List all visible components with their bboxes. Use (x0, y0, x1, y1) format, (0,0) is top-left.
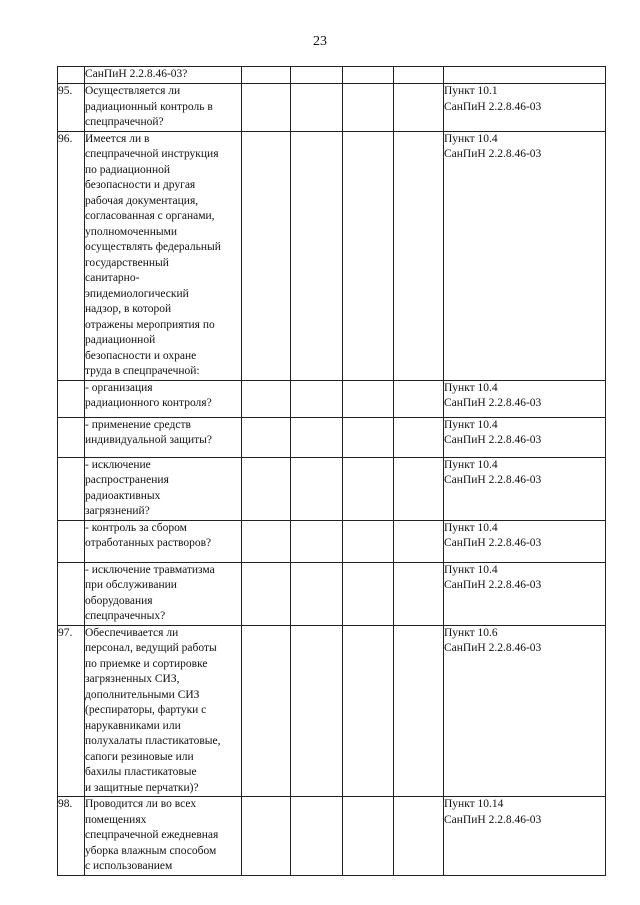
reference-cell (444, 84, 606, 132)
question-text-line: труда в спецпрачечной: (85, 365, 200, 377)
question-text-line: радиационного контроля? (85, 397, 212, 409)
question-text-line: безопасности и другая (85, 179, 196, 191)
question-cell (85, 625, 242, 797)
reference-text-line: Пункт 10.1 (444, 85, 498, 97)
table-row (58, 84, 606, 132)
answer-no-cell (291, 625, 343, 797)
item-number (58, 520, 85, 562)
question-text-line: оборудования (85, 594, 153, 607)
reference-text-line: Пункт 10.4 (444, 132, 498, 145)
question-text-line: загрязненных СИЗ, (85, 673, 180, 685)
reference-text-line: Пункт 10.4 (444, 563, 498, 576)
answer-no-cell (291, 67, 343, 84)
question-text-line: уборка влажным способом (85, 844, 217, 857)
question-text-line: дополнительными СИЗ (85, 688, 200, 701)
reference-text-line: СанПиН 2.2.8.46-03 (444, 148, 542, 160)
comment-cell (394, 520, 444, 562)
question-text-line: санитарно- (85, 272, 140, 284)
answer-na-cell (343, 797, 394, 876)
reference-cell (444, 797, 606, 876)
comment-cell (394, 562, 444, 625)
comment-cell (394, 457, 444, 520)
reference-cell (444, 131, 606, 380)
question-text-line: по радиационной (85, 163, 171, 176)
reference-cell (444, 625, 606, 797)
question-text-line: при обслуживании (85, 579, 177, 591)
question-text-line: уполномоченными (85, 225, 178, 238)
reference-text-line: Пункт 10.6 (444, 626, 498, 639)
question-text-line: эпидемиологический (85, 287, 189, 300)
reference-text-line: Пункт 10.4 (444, 521, 498, 534)
comment-cell (394, 67, 444, 84)
question-text-line: радиационной (85, 334, 156, 346)
question-text-line: с использованием (85, 860, 173, 872)
question-text-line: нарукавниками или (85, 719, 181, 732)
page-number: 23 (313, 34, 327, 49)
answer-na-cell (343, 625, 394, 797)
question-text-line: - исключение травматизма (85, 563, 215, 576)
answer-yes-cell (242, 625, 291, 797)
answer-yes-cell (242, 84, 291, 132)
comment-cell (394, 797, 444, 876)
question-text-line: индивидуальной защиты? (85, 434, 212, 446)
question-text-line: радиоактивных (85, 489, 161, 502)
question-text-line: СанПиН 2.2.8.46-03? (85, 68, 188, 80)
question-text-line: бахилы пластикатовые (85, 766, 197, 778)
table-row (58, 625, 606, 797)
answer-na-cell (343, 457, 394, 520)
question-text-line: спецпрачечных? (85, 610, 166, 622)
table-row (58, 67, 606, 84)
question-text-line: радиационный контроль в (85, 100, 213, 113)
reference-text-line: Пункт 10.4 (444, 458, 498, 471)
question-text-line: безопасности и охране (85, 349, 197, 362)
reference-text-line: СанПиН 2.2.8.46-03 (444, 474, 542, 486)
question-text-line: и защитные перчатки)? (85, 781, 199, 794)
question-cell (85, 131, 242, 380)
question-cell (85, 520, 242, 562)
table-row (58, 380, 606, 417)
reference-text-line: Пункт 10.14 (444, 798, 504, 810)
reference-cell (444, 380, 606, 417)
reference-cell (444, 67, 606, 84)
table-row (58, 797, 606, 876)
answer-no-cell (291, 797, 343, 876)
question-text-line: персонал, ведущий работы (85, 642, 217, 654)
item-number (58, 380, 85, 417)
question-text-line: отработанных растворов? (85, 537, 212, 549)
question-cell (85, 457, 242, 520)
reference-text-line: СанПиН 2.2.8.46-03 (444, 579, 542, 591)
question-text-line: - контроль за сбором (85, 521, 187, 534)
answer-yes-cell (242, 131, 291, 380)
item-number: 98. (58, 797, 85, 876)
reference-text-line: СанПиН 2.2.8.46-03 (444, 397, 542, 409)
reference-text-line: СанПиН 2.2.8.46-03 (444, 537, 542, 549)
item-number: 95. (58, 84, 85, 132)
question-cell (85, 562, 242, 625)
answer-na-cell (343, 84, 394, 132)
question-text-line: рабочая документация, (85, 194, 199, 207)
reference-cell (444, 562, 606, 625)
table-row (58, 562, 606, 625)
question-text-line: осуществлять федеральный (85, 241, 221, 253)
item-number (58, 457, 85, 520)
table-row (58, 131, 606, 380)
question-text-line: Проводится ли во всех (85, 798, 197, 810)
question-text-line: полухалаты пластикатовые, (85, 735, 221, 747)
answer-na-cell (343, 417, 394, 457)
checklist-table (57, 66, 606, 876)
question-text-line: по приемке и сортировке (85, 657, 208, 670)
question-cell (85, 380, 242, 417)
answer-na-cell (343, 562, 394, 625)
answer-no-cell (291, 417, 343, 457)
item-number (58, 67, 85, 84)
reference-cell (444, 417, 606, 457)
question-text-line: согласованная с органами, (85, 210, 215, 222)
reference-cell (444, 457, 606, 520)
answer-yes-cell (242, 380, 291, 417)
question-text-line: спецпрачечной ежедневная (85, 829, 219, 841)
answer-yes-cell (242, 562, 291, 625)
item-number (58, 562, 85, 625)
answer-yes-cell (242, 797, 291, 876)
comment-cell (394, 380, 444, 417)
question-text-line: Имеется ли в (85, 132, 150, 145)
question-cell (85, 797, 242, 876)
question-cell (85, 84, 242, 132)
answer-yes-cell (242, 417, 291, 457)
answer-na-cell (343, 131, 394, 380)
comment-cell (394, 84, 444, 132)
reference-text-line: Пункт 10.4 (444, 418, 498, 431)
answer-no-cell (291, 84, 343, 132)
answer-na-cell (343, 67, 394, 84)
comment-cell (394, 625, 444, 797)
answer-no-cell (291, 131, 343, 380)
question-text-line: спецпрачечной? (85, 116, 164, 128)
reference-text-line: СанПиН 2.2.8.46-03 (444, 642, 542, 654)
table-row (58, 520, 606, 562)
question-text-line: Обеспечивается ли (85, 626, 179, 639)
question-text-line: отражены мероприятия по (85, 318, 215, 331)
reference-text-line: СанПиН 2.2.8.46-03 (444, 100, 542, 113)
question-text-line: - применение средств (85, 418, 191, 431)
reference-cell (444, 520, 606, 562)
table-row (58, 457, 606, 520)
answer-no-cell (291, 380, 343, 417)
question-text-line: загрязнений? (85, 505, 150, 517)
question-text-line: Осуществляется ли (85, 85, 181, 97)
answer-no-cell (291, 520, 343, 562)
reference-text-line: Пункт 10.4 (444, 381, 498, 394)
question-text-line: помещениях (85, 813, 147, 826)
question-text-line: распространения (85, 474, 169, 486)
answer-no-cell (291, 457, 343, 520)
answer-yes-cell (242, 67, 291, 84)
question-cell (85, 67, 242, 84)
question-text-line: спецпрачечной инструкция (85, 148, 219, 160)
item-number: 96. (58, 131, 85, 380)
comment-cell (394, 417, 444, 457)
answer-na-cell (343, 520, 394, 562)
answer-yes-cell (242, 457, 291, 520)
answer-no-cell (291, 562, 343, 625)
comment-cell (394, 131, 444, 380)
reference-text-line: СанПиН 2.2.8.46-03 (444, 813, 542, 826)
question-text-line: государственный (85, 256, 169, 269)
question-cell (85, 417, 242, 457)
question-text-line: сапоги резиновые или (85, 750, 194, 763)
question-text-line: надзор, в которой (85, 303, 172, 315)
question-text-line: - исключение (85, 458, 151, 471)
item-number (58, 417, 85, 457)
question-text-line: (респираторы, фартуки с (85, 704, 207, 716)
answer-na-cell (343, 380, 394, 417)
reference-text-line: СанПиН 2.2.8.46-03 (444, 434, 542, 446)
answer-yes-cell (242, 520, 291, 562)
table-row (58, 417, 606, 457)
item-number: 97. (58, 625, 85, 797)
question-text-line: - организация (85, 381, 153, 394)
